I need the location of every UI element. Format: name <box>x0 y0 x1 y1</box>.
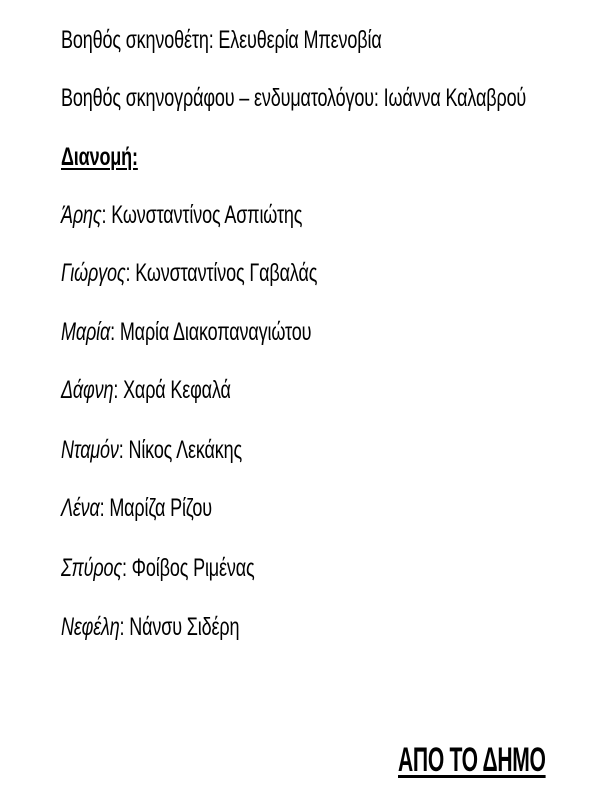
cast-role: Γιώργος <box>61 259 126 287</box>
cast-role: Λένα <box>61 494 100 522</box>
cast-line <box>61 258 317 288</box>
cast-role: Μαρία <box>61 318 111 346</box>
cast-actor: : Χαρά Κεφαλά <box>113 376 231 404</box>
cast-role: Νταμόν <box>61 436 119 464</box>
crew-label: Βοηθός σκηνογράφου – ενδυματολόγου: <box>61 84 379 112</box>
cast-actor: : Νίκος Λεκάκης <box>118 436 243 464</box>
crew-name: Ιωάννα Καλαβρού <box>383 84 527 112</box>
cast-line <box>61 200 302 230</box>
footer-note: ΑΠΟ ΤΟ ΔΗΜΟ <box>398 741 546 779</box>
cast-line <box>61 553 255 583</box>
crew-line-assistant-set-costume-designer <box>61 83 526 113</box>
cast-actor: : Κωνσταντίνος Ασπιώτης <box>101 201 303 229</box>
cast-role: Σπύρος <box>61 554 122 582</box>
crew-label: Βοηθός σκηνοθέτη: <box>61 26 214 54</box>
cast-actor: : Μαρίζα Ρίζου <box>99 494 212 522</box>
cast-heading: Διανομή: <box>61 143 138 171</box>
cast-role: Δάφνη <box>61 376 114 404</box>
cast-line <box>61 612 239 642</box>
cast-actor: : Φοίβος Ριμένας <box>121 554 255 582</box>
cast-role: Άρης <box>61 201 102 229</box>
cast-line <box>61 375 231 405</box>
cast-line <box>61 493 212 523</box>
cast-actor: : Μαρία Διακοπαναγιώτου <box>110 318 312 346</box>
cast-actor: : Κωνσταντίνος Γαβαλάς <box>125 259 318 287</box>
cast-actor: : Νάνσυ Σιδέρη <box>119 613 240 641</box>
crew-name: Ελευθερία Μπενοβία <box>218 26 382 54</box>
cast-line <box>61 317 311 347</box>
crew-line-assistant-director <box>61 25 382 55</box>
cast-role: Νεφέλη <box>61 613 120 641</box>
cast-line <box>61 435 242 465</box>
